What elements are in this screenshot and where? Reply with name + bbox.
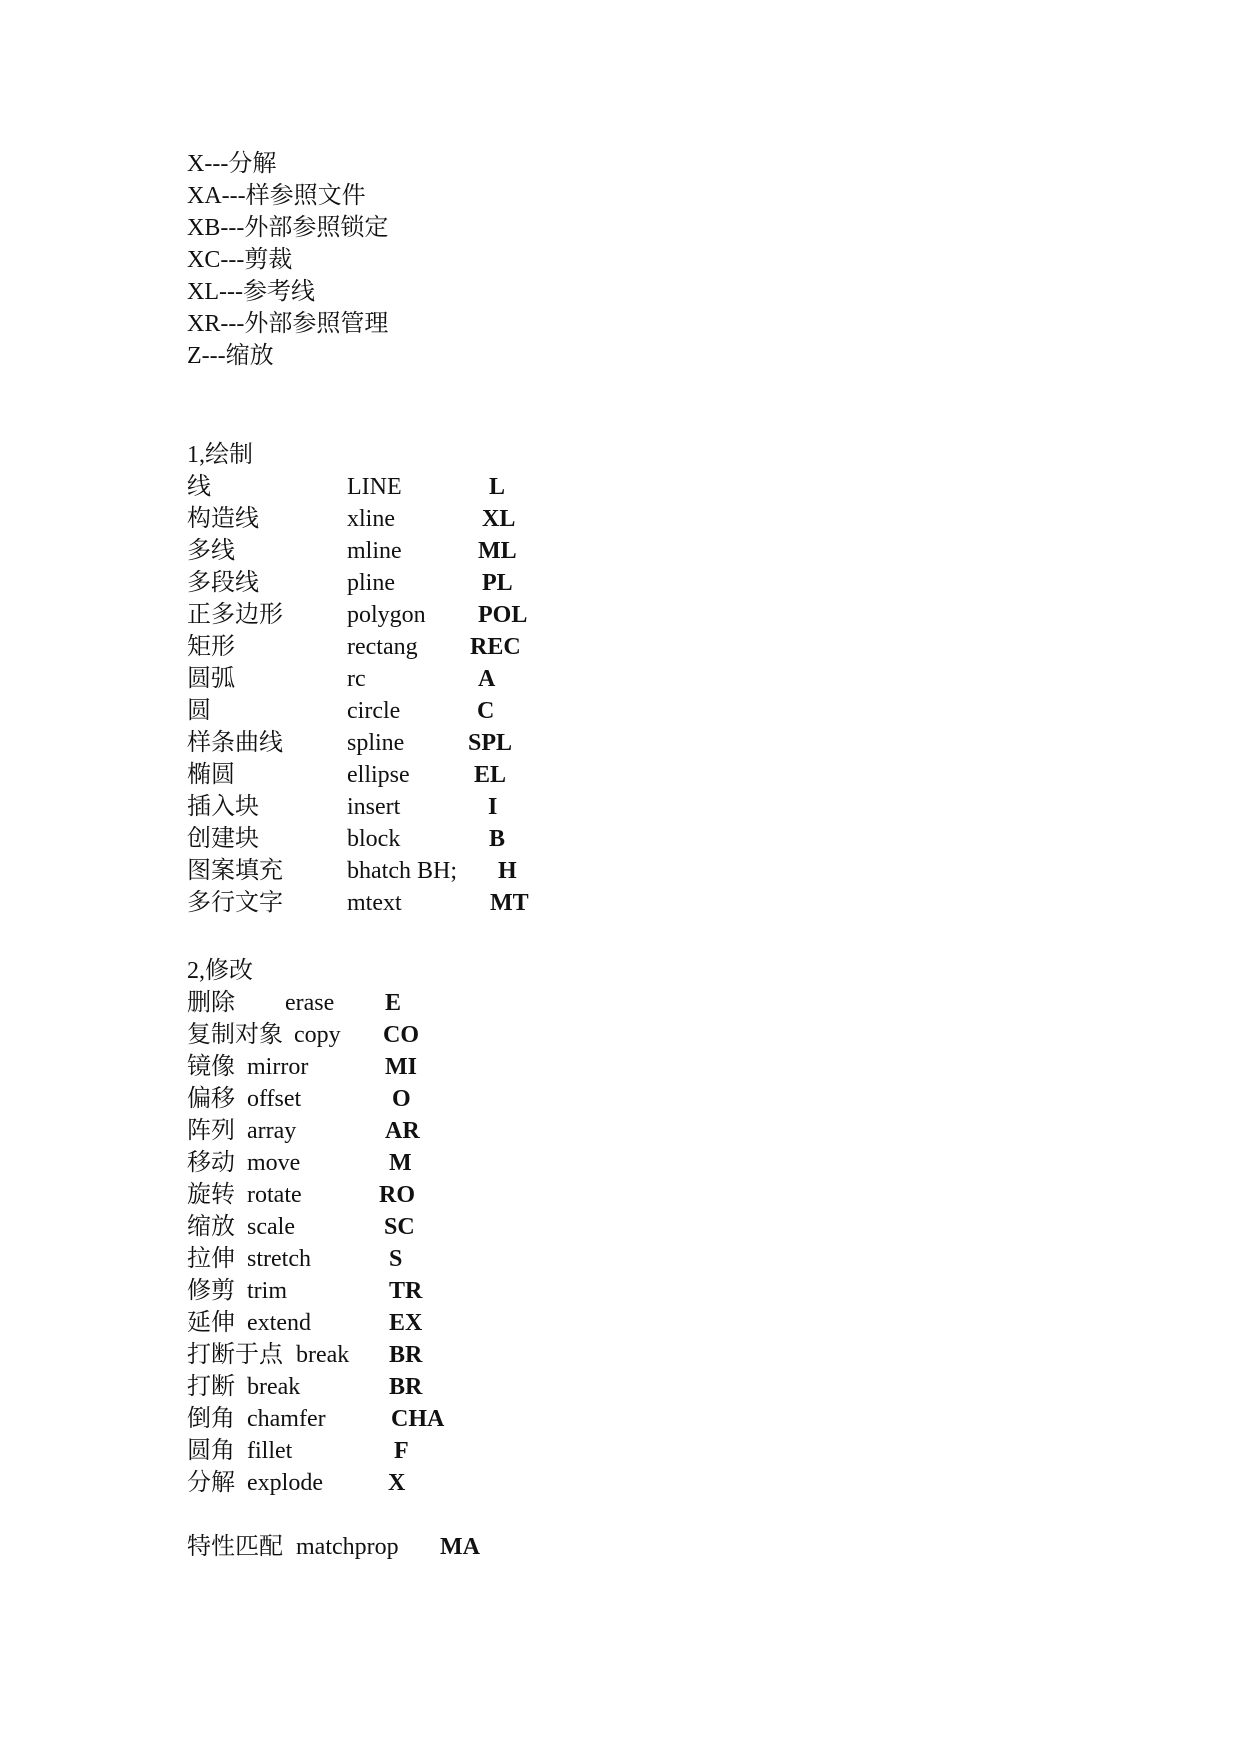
- command-shortcut: MI: [385, 1054, 417, 1080]
- command-en: erase: [285, 990, 335, 1016]
- command-shortcut: XL: [482, 506, 516, 532]
- abbr-desc: 缩放: [225, 343, 274, 369]
- command-shortcut: SPL: [468, 730, 513, 756]
- command-cn: 延伸: [187, 1310, 235, 1336]
- command-shortcut: I: [488, 794, 498, 820]
- command-en: spline: [347, 730, 405, 756]
- list-item: [187, 244, 292, 276]
- command-cn: 阵列: [187, 1118, 235, 1144]
- abbr-code: XR: [187, 311, 221, 337]
- command-shortcut: SC: [384, 1214, 415, 1240]
- command-cn: 分解: [187, 1470, 235, 1496]
- abbr-desc: 分解: [228, 151, 277, 177]
- command-shortcut: X: [388, 1470, 406, 1496]
- abbr-desc: 样参照文件: [245, 183, 366, 209]
- command-cn: 圆角: [187, 1438, 235, 1464]
- command-en: insert: [347, 794, 401, 820]
- command-en: array: [247, 1118, 297, 1144]
- command-en: stretch: [247, 1246, 311, 1272]
- command-shortcut: H: [498, 858, 517, 884]
- command-en: trim: [247, 1278, 287, 1304]
- abbr-desc: 外部参照管理: [244, 311, 389, 337]
- command-shortcut: BR: [389, 1374, 423, 1400]
- command-cn: 多线: [187, 538, 235, 564]
- command-shortcut: EX: [389, 1310, 423, 1336]
- command-en: mline: [347, 538, 402, 564]
- command-cn: 复制对象: [187, 1022, 283, 1048]
- command-shortcut: AR: [385, 1118, 420, 1144]
- command-shortcut: A: [478, 666, 496, 692]
- section-heading: 1,绘制: [187, 442, 253, 468]
- command-cn: 矩形: [187, 634, 235, 660]
- command-shortcut: E: [385, 990, 402, 1016]
- command-shortcut: B: [489, 826, 506, 852]
- list-item: [187, 276, 315, 308]
- abbr-sep: ---: [220, 311, 245, 337]
- command-shortcut: RO: [379, 1182, 415, 1208]
- command-shortcut: M: [389, 1150, 412, 1176]
- command-cn: 移动: [187, 1150, 235, 1176]
- command-cn: 拉伸: [187, 1246, 235, 1272]
- command-shortcut: F: [394, 1438, 409, 1464]
- command-shortcut: CO: [383, 1022, 419, 1048]
- command-shortcut: CHA: [391, 1406, 445, 1432]
- command-cn: 样条曲线: [187, 730, 283, 756]
- command-en: fillet: [247, 1438, 293, 1464]
- list-item: [187, 180, 366, 212]
- list-item: [187, 308, 388, 340]
- command-en: polygon: [347, 602, 426, 628]
- command-shortcut: C: [477, 698, 495, 724]
- list-item: [187, 148, 276, 180]
- command-en: extend: [247, 1310, 311, 1336]
- command-en: copy: [294, 1022, 341, 1048]
- command-en: offset: [247, 1086, 302, 1112]
- command-cn: 圆: [187, 698, 211, 724]
- command-en: move: [247, 1150, 301, 1176]
- command-cn: 线: [187, 474, 211, 500]
- abbr-desc: 外部参照锁定: [244, 215, 389, 241]
- command-en: matchprop: [296, 1534, 399, 1560]
- abbr-code: XA: [187, 183, 222, 209]
- command-en: LINE: [347, 474, 402, 500]
- command-cn: 旋转: [187, 1182, 235, 1208]
- command-cn: 镜像: [187, 1054, 235, 1080]
- command-cn: 创建块: [187, 826, 259, 852]
- command-en: rotate: [247, 1182, 302, 1208]
- command-en: break: [296, 1342, 350, 1368]
- command-cn: 打断: [187, 1374, 235, 1400]
- command-en: block: [347, 826, 401, 852]
- command-en: ellipse: [347, 762, 410, 788]
- command-cn: 图案填充: [187, 858, 283, 884]
- command-en: scale: [247, 1214, 295, 1240]
- command-shortcut: EL: [474, 762, 507, 788]
- command-cn: 插入块: [187, 794, 259, 820]
- command-cn: 删除: [187, 990, 235, 1016]
- command-en: break: [247, 1374, 301, 1400]
- abbr-sep: ---: [220, 215, 245, 241]
- command-cn: 倒角: [187, 1406, 235, 1432]
- command-en: xline: [347, 506, 395, 532]
- command-cn: 多行文字: [187, 890, 283, 916]
- command-shortcut: POL: [478, 602, 528, 628]
- abbr-desc: 参考线: [242, 279, 315, 305]
- command-shortcut: MA: [440, 1534, 480, 1560]
- command-cn: 偏移: [187, 1086, 235, 1112]
- abbr-sep: ---: [204, 151, 229, 177]
- command-shortcut: O: [392, 1086, 411, 1112]
- abbr-desc: 剪裁: [244, 247, 293, 273]
- command-shortcut: MT: [490, 890, 529, 916]
- command-cn: 圆弧: [187, 666, 235, 692]
- command-en: pline: [347, 570, 395, 596]
- command-en: explode: [247, 1470, 323, 1496]
- section-heading: 2,修改: [187, 958, 253, 984]
- abbr-code: X: [187, 151, 205, 177]
- command-cn: 打断于点: [187, 1342, 283, 1368]
- command-cn: 多段线: [187, 570, 259, 596]
- command-cn: 正多边形: [187, 602, 283, 628]
- command-cn: 构造线: [187, 506, 259, 532]
- command-shortcut: BR: [389, 1342, 423, 1368]
- list-item: [187, 212, 388, 244]
- command-en: chamfer: [247, 1406, 326, 1432]
- command-en: bhatch BH;: [347, 858, 457, 884]
- command-shortcut: REC: [470, 634, 521, 660]
- abbr-code: XC: [187, 247, 221, 273]
- abbr-sep: ---: [201, 343, 226, 369]
- abbr-code: XB: [187, 215, 221, 241]
- command-shortcut: ML: [478, 538, 517, 564]
- command-en: mtext: [347, 890, 402, 916]
- command-shortcut: TR: [389, 1278, 423, 1304]
- command-en: rectang: [347, 634, 418, 660]
- command-en: mirror: [247, 1054, 309, 1080]
- abbr-sep: ---: [220, 247, 245, 273]
- abbr-code: XL: [187, 279, 219, 305]
- command-shortcut: S: [389, 1246, 403, 1272]
- command-cn: 缩放: [187, 1214, 235, 1240]
- command-en: circle: [347, 698, 401, 724]
- command-en: rc: [347, 666, 366, 692]
- abbr-code: Z: [187, 343, 202, 369]
- abbr-sep: ---: [221, 183, 246, 209]
- abbr-sep: ---: [219, 279, 243, 305]
- command-cn: 修剪: [187, 1278, 235, 1304]
- command-shortcut: PL: [482, 570, 513, 596]
- command-cn: 特性匹配: [187, 1534, 283, 1560]
- list-item: [187, 340, 274, 372]
- command-cn: 椭圆: [187, 762, 235, 788]
- command-shortcut: L: [489, 474, 506, 500]
